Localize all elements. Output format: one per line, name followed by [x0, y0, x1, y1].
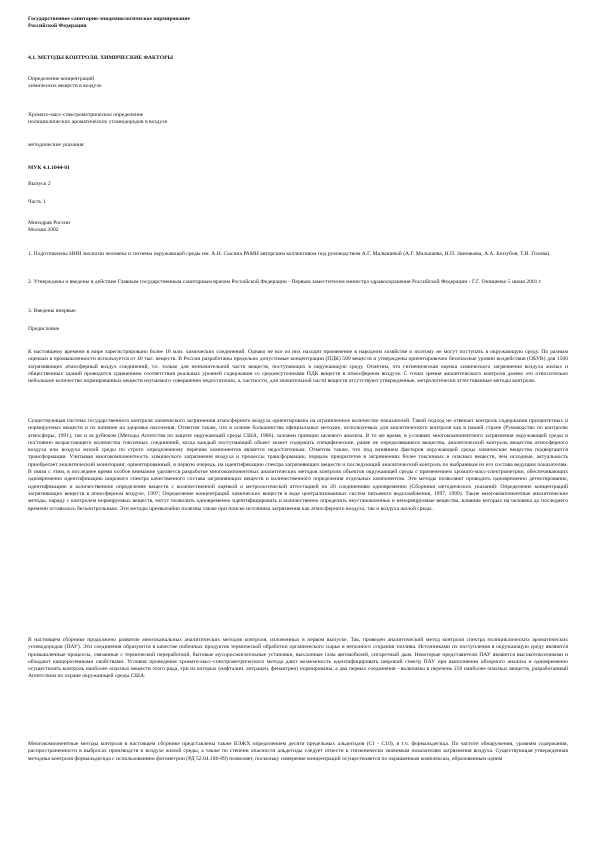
- item-3: 3. Введены впервые.: [28, 308, 78, 314]
- preface-title: Предисловие: [28, 326, 60, 332]
- subject-line-2: химических веществ в воздухе: [28, 83, 102, 90]
- method-title-block: [28, 112, 568, 127]
- method-line-1: Хромато-масс-спектрометрическое определение: [28, 112, 144, 118]
- doc-number: МУК 4.1.1044-01: [28, 165, 70, 171]
- item-1: 1. Подготовлены НИИ экологии человека и гигиены окружающей среды им. А.Н. Сысина РАМН авторским коллективом под руководством А.Г. Малышевой (А.Г. Малышева, Н.П. Зиновьева, А.А. Беззубов, Т.И. Голова).: [28, 251, 551, 257]
- publisher: Минздрав России: [28, 220, 71, 226]
- place-year: Москва 2002: [28, 227, 59, 234]
- method-line-2: полициклических ароматических углеводородов в воздухе: [28, 119, 168, 126]
- issue-label: Выпуск 2: [28, 181, 51, 187]
- subject-block: [28, 76, 568, 91]
- org-header: [28, 16, 568, 31]
- preface-paragraph-3: В настоящем сборнике продолжено развитие многоканальных аналитических методов контроля, изложенных в первом выпуске. Так, приведен аналитический метод контроля спектра полициклических ароматических углеводородов (ПАУ). Эти соединения образуются в качестве побочных продуктов термической обработки органического сырья и неполного сгорания топлива. Источниками их поступления в окружающую среду являются промышленные процессы, связанные с термической переработкой, бытовые мусоросжигательные установки, выхлопные газы автомобилей, сигаретный дым. Некоторые представители ПАУ являются высокотоксичными и обладают канцерогенными свойствами. Условия проведения хромато-масс-спектрометрического метода дают возможность идентифицировать широкий спектр ПАУ при выполнении обзорного анализа и одновременно осуществлять контроль наиболее опасных веществ этого ряда, три из которых (нафталин, антрацен, фенантрен) нормированы, а два первых соединения - включены в перечень 250 наиболее опасных веществ, разработанный Агентством по охране окружающей среды США.: [28, 637, 568, 680]
- preface-paragraph-1: К настоящему времени в мире зарегистрировано более 18 млн. химических соединений. Однако не все из них находят применение в народном хозяйстве и поэтому не могут поступать в окружающую среду. По разным оценкам в промышленности используется от 40 тыс. веществ. В России разработаны предельно допустимые концентрации (ПДК) 589 веществ и утверждены ориентировочно безопасные уровни воздействия (ОБУВ) для 1500 загрязняющих атмосферный воздух соединений, т.е. только для незначительной части веществ, поступающих в окружающую среду. Отметим, что гигиеническая оценка химического загрязнения воздуха жилых и общественных зданий проводится сравнением соответствия реальных уровней содержания со среднесуточными ПДК веществ в атмосферном воздухе. С точки зрения аналитического контроля далеко это относительно небольшое количество нормированных веществ изучаемого совершенно недостаточно, а, частности, для значительной части веществ отсутствуют утвержденные, метрологически аттестованные методы контроля.: [28, 349, 568, 385]
- section-title: 4.1. МЕТОДЫ КОНТРОЛЯ. ХИМИЧЕСКИЕ ФАКТОРЫ: [28, 55, 173, 61]
- part-label: Часть 1: [28, 199, 46, 205]
- preface-paragraph-2: Существующая система государственного контроля химического загрязнения атмосферного воздуха ориентирована на ограниченное количество показателей. Такой подход не отвечает контроль содержания приоритетных и нормируемых веществ и их влияние на здоровье населения. Отметим также, что в основе большинства официальных методик, используемых для аналитического контроля как в нашей стране (Руководство по контролю атмосферы, 1991), так и за рубежом (Методы Агентства по защите окружающей среды США, 1986), заложен принцип целевого анализа. В то же время, в условиях многокомпонентного загрязнения окружающей среды и постоянно возрастающего количества токсичных соединений, когда каждый поступающий объект может содержать специфические, ранее не определявшиеся вещества, аналитический контроль вещества атмосферного воздуха или воздуха жилой среды по строго определенному перечню компонентов является недостаточным. Отметим также, что под влиянием факторов окружающей среды химические вещества подвергаются трансформации. Учитывая многокомпонентность химического загрязнения воздуха и процессы трансформации, порядок приоритетов в загрязнениях более токсичных и опасных веществ, чем исходные, актуальность приобретает аналитический мониторинг, ориентированный, в первую очередь, на идентификацию спектра загрязняющих веществ и последующий аналитический контроль по выбранным из его состава ведущим показателям. В связи с этим, в последнее время особое внимание уделяется разработке многокомпонентных аналитических методов контроля объектов окружающей среды с применением хромато-масс-спектрометрии, обеспечивающих одновременно идентификацию широкого спектра качественного состава загрязняющих веществ и количественного определения отдельных компонентов. Эти методы позволяют проводить одновременно детектирование, идентификацию и количественное определение веществ с количественной оценкой и метрологической аттестацией по 20 соединениям одновременно (Сборники методических указаний: Определение концентраций загрязняющих веществ в атмосферном воздухе, 1997; Определение концентраций химических веществ в воде централизованных систем питьевого водоснабжения, 1997, 1999). Такие многокомпонентные аналитические методы, наряду с контролем нормируемых веществ, могут позволить одновременно идентифицировать и количественно определять неустановленные и ненормируемые вещества, влияние которых на человека до последнего времени оставалось бесконтрольным. Эти методы чрезвычайно полезны также при поиске источника загрязнения как атмосферного воздуха, так и воздуха жилой среды.: [28, 418, 568, 512]
- org-line-1: Государственное санитарно-эпидемиологическое нормирование: [28, 16, 190, 22]
- org-line-2: Российской Федерации: [28, 23, 87, 30]
- preface-paragraph-4: Многокомпонентные методы контроля в настоящем сборнике представлены также ВЭЖХ определением десяти предельных альдегидов (С1 - С10), в т.ч. формальдегида. По частоте обнаружения, уровням содержания, распространенности в выбросах производств и воздухе жилой среды, а также по степени опасности альдегиды следует отнести к гигиенически значимым показателям загрязнения воздуха. Существующая утвержденная методика контроля формальдегида с использованием фотометрии (РД 52.04.186-89) позволяет, поскольку измерение концентраций осуществляется по окрашенным комплексам, образованным одним: [28, 741, 568, 762]
- doc-kind: методические указания: [28, 142, 84, 148]
- subject-line-1: Определение концентраций: [28, 76, 95, 82]
- publisher-block: [28, 220, 568, 235]
- item-2: 2. Утверждены и введены в действие Главным государственным санитарным врачом Российской Федерации - Первым заместителем министра здравоохранения Российской Федерации - Г.Г. Онищенко 5 июня 2001 г.: [28, 279, 542, 285]
